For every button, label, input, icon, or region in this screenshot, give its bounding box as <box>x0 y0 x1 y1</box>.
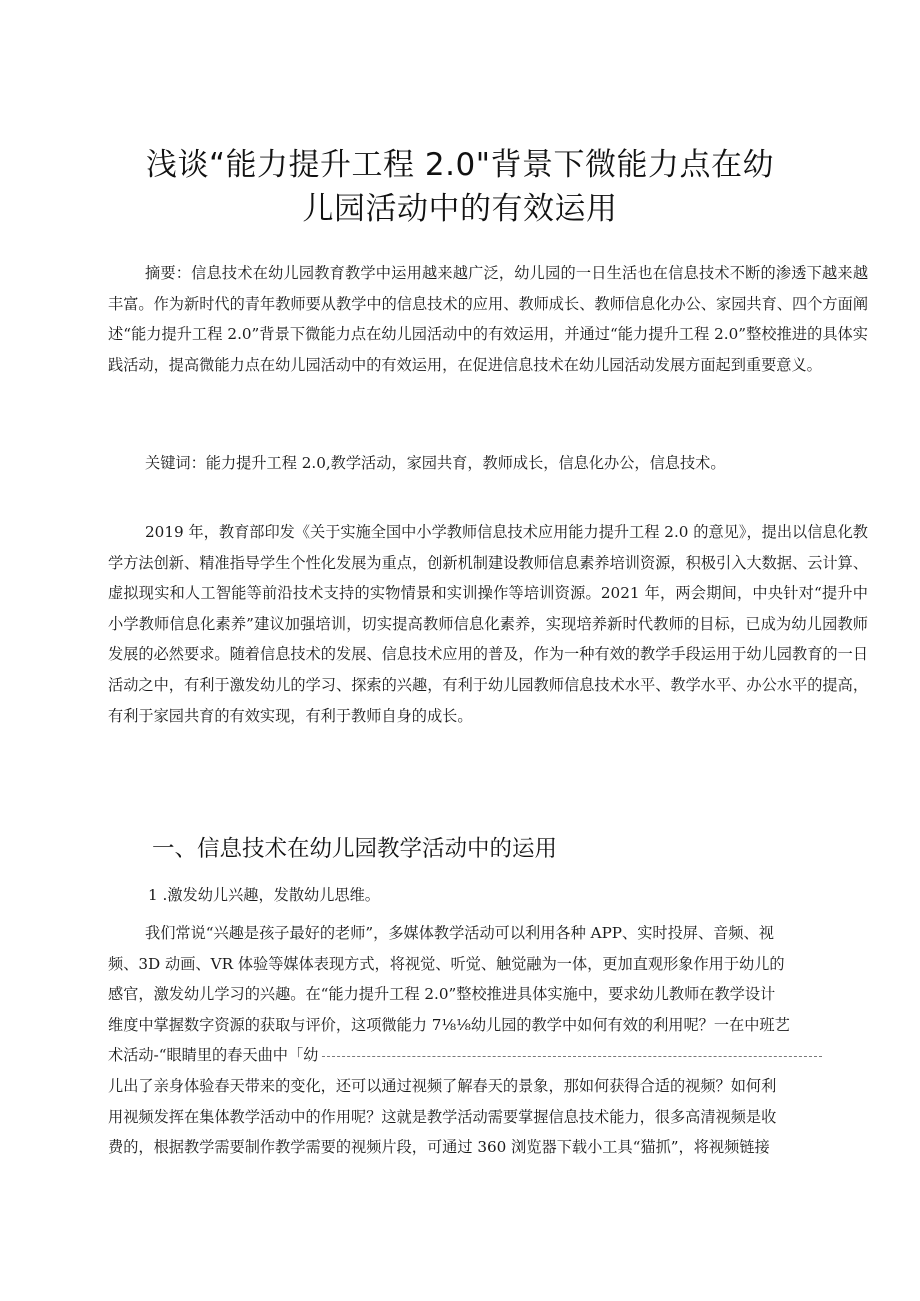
intro-paragraph: 2019 年，教育部印发《关于实施全国中小学教师信息技术应用能力提升工程 2.0 的意见》，提出以信息化教学方法创新、精准指导学生个性化发展为重点，创新机制建设教师信息素养培训资源，积极引入大数据、云计算、虚拟现实和人工智能等前沿技术支持的实物情景和实训操作等培训资源。2021 年，两会期间，中央针对“提升中小学教师信息化素养”建议加强培训，切实提高教师信息化素养，实现培养新时代教师的目标，已成为幼儿园教师发展的必然要求。随着信息技术的发展、信息技术应用的普及，作为一种有效的教学手段运用于幼儿园教育的一日活动之中，有利于激发幼儿的学习、探索的兴趣，有利于幼儿园教师信息技术水平、教学水平、办公水平的提高，有利于家园共育的有效实现，有利于教师自身的成长。 <box>108 523 868 725</box>
body-line-with-rule <box>108 1040 868 1071</box>
body-line: 费的，根据教学需要制作教学需要的视频片段，可通过 360 浏览器下载小工具“猫抓”，将视频链接 <box>108 1138 770 1157</box>
body-line: 儿出了亲身体验春天带来的变化，还可以通过视频了解春天的景象，那如何获得合适的视频？如何利 <box>108 1076 777 1095</box>
body-line: 用视频发挥在集体教学活动中的作用呢？这就是教学活动需要掌握信息技术能力，很多高清视频是收 <box>108 1107 777 1126</box>
section1-heading: 一、信息技术在幼儿园教学活动中的运用 <box>152 836 558 862</box>
dashed-rule <box>322 1056 822 1057</box>
section1-body <box>108 918 868 1163</box>
body-line: 感官，激发幼儿学习的兴趣。在“能力提升工程 2.0”整校推进具体实施中，要求幼儿教师在教学设计 <box>108 985 776 1004</box>
body-line: 频、3D 动画、VR 体验等媒体表现方式，将视觉、听觉、触觉融为一体，更加直观形象作用于幼儿的 <box>108 954 785 973</box>
body-line: 我们常说“兴趣是孩子最好的老师”，多媒体教学活动可以利用各种 APP、实时投屏、音频、视 <box>145 924 774 942</box>
document-title-line2: 儿园活动中的有效运用 <box>302 191 618 227</box>
section1-subheading: 1 .激发幼儿兴趣，发散幼儿思维。 <box>148 886 380 904</box>
document-title-line1: 浅谈“能力提升工程 2.0"背景下微能力点在幼 <box>146 147 774 183</box>
keywords-paragraph: 关键词：能力提升工程 2.0,教学活动，家园共育，教师成长，信息化办公，信息技术。 <box>145 454 726 472</box>
body-line: 维度中掌握数字资源的获取与评价，这项微能力 7⅛⅛幼儿园的教学中如何有效的利用呢？一在中班艺 <box>108 1015 790 1034</box>
body-line: 术活动-“眼睛里的春天曲中「幼 <box>108 1046 319 1065</box>
abstract-paragraph: 摘要：信息技术在幼儿园教育教学中运用越来越广泛，幼儿园的一日生活也在信息技术不断的渗透下越来越丰富。作为新时代的青年教师要从教学中的信息技术的应用、教师成长、教师信息化办公、家园共育、四个方面阐述“能力提升工程 2.0”背景下微能力点在幼儿园活动中的有效运用，并通过“能力提升工程 2.0”整校推进的具体实践活动，提高微能力点在幼儿园活动中的有效运用，在促进信息技术在幼儿园活动发展方面起到重要意义。 <box>108 264 868 374</box>
